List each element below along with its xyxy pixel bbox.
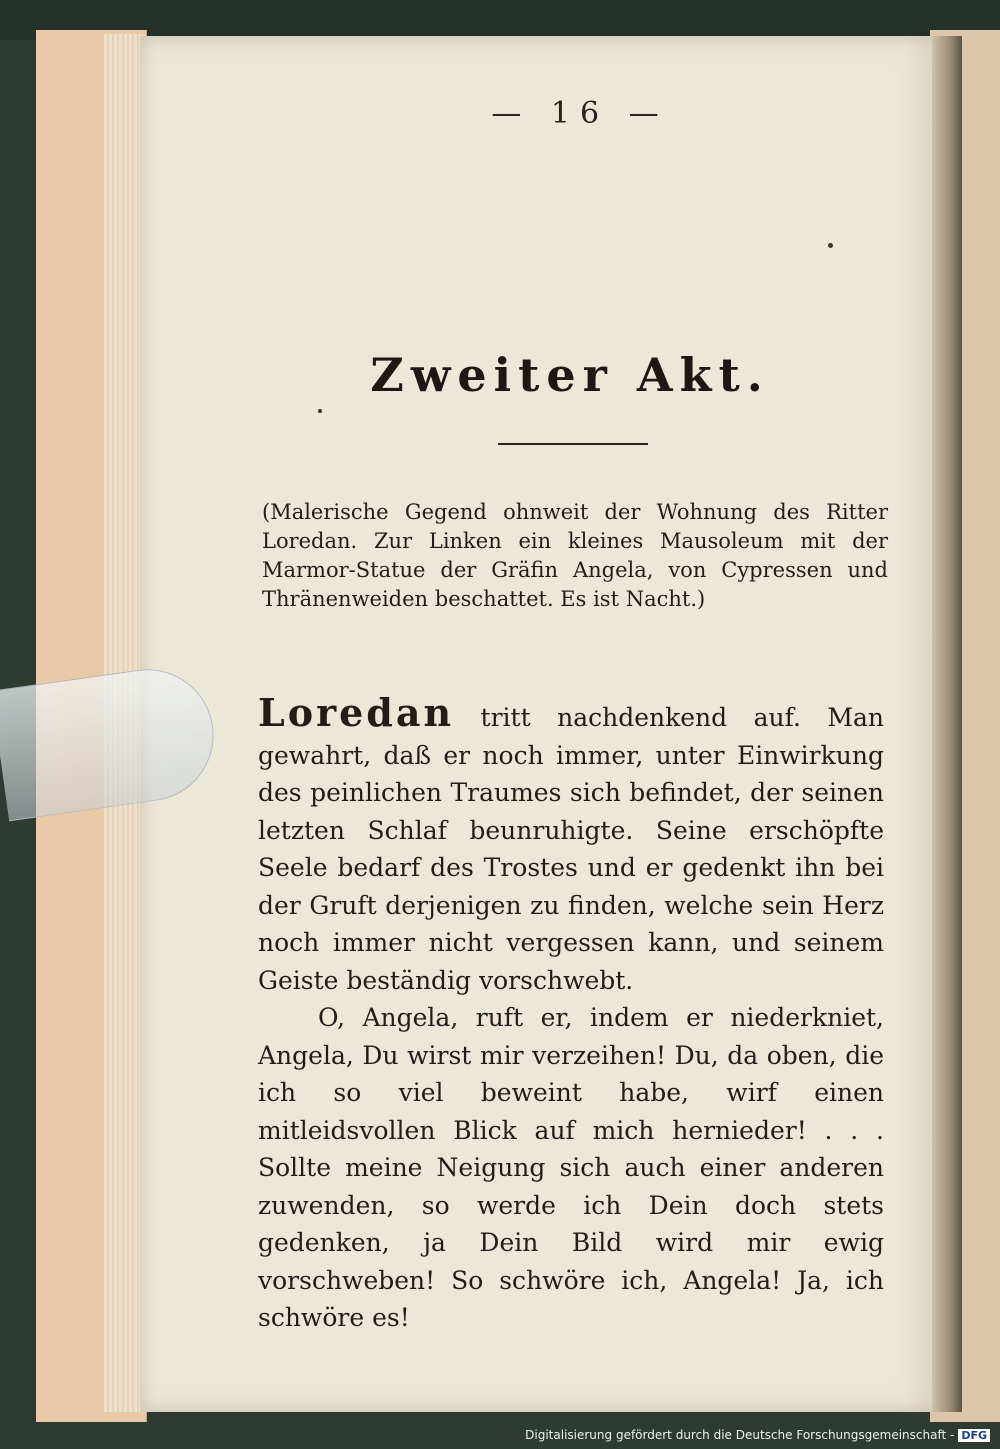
- act-title: Zweiter Akt.: [370, 348, 770, 402]
- stage-direction: (Malerische Gegend ohnweit der Wohnung des Ritter Loredan. Zur Linken ein kleines Mausoleum mit der Marmor-Statue der Gräfin Angela, von Cypressen und Thränenweiden beschattet. Es ist Nacht.): [262, 500, 888, 611]
- paragraph-2: O, Angela, ruft er, indem er niederkniet, Angela, Du wirst mir verzeihen! Du, da oben, die ich so viel beweint habe, wirf einen mitleidsvollen Blick auf mich hernieder! . . . Sollte meine Neigung sich auch einer anderen zuwenden, so werde ich Dein doch stets gedenken, ja Dein Bild wird mir ewig vorschweben! So schwöre ich, Angela! Ja, ich schwöre es!: [258, 1003, 884, 1332]
- background-top: [0, 0, 1000, 40]
- paragraph-1: [258, 690, 884, 999]
- page-header: — 16 —: [491, 96, 669, 131]
- paper-speck: [828, 243, 833, 248]
- body-text: [258, 690, 884, 1337]
- paragraph-1-text: tritt nachdenkend auf. Man gewahrt, daß er noch immer, unter Einwirkung des peinlichen Traumes sich befindet, der seinen letzten Schlaf beunruhigte. Seine erschöpfte Seele bedarf des Trostes und er gedenkt ihn bei der Gruft derjenigen zu finden, welche sein Herz noch immer nicht vergessen kann, und seinem Geiste beständig vorschwebt.: [258, 703, 884, 995]
- speaker-name: Loredan: [258, 690, 455, 735]
- digitization-footer: [500, 1428, 990, 1448]
- page-number: 16: [550, 96, 610, 131]
- dfg-logo: DFG: [958, 1429, 990, 1442]
- footer-text: Digitalisierung gefördert durch die Deutsche Forschungsgemeinschaft -: [525, 1428, 955, 1442]
- paper-speck: [318, 409, 322, 413]
- book-gutter: [932, 36, 962, 1412]
- title-rule: [498, 443, 648, 445]
